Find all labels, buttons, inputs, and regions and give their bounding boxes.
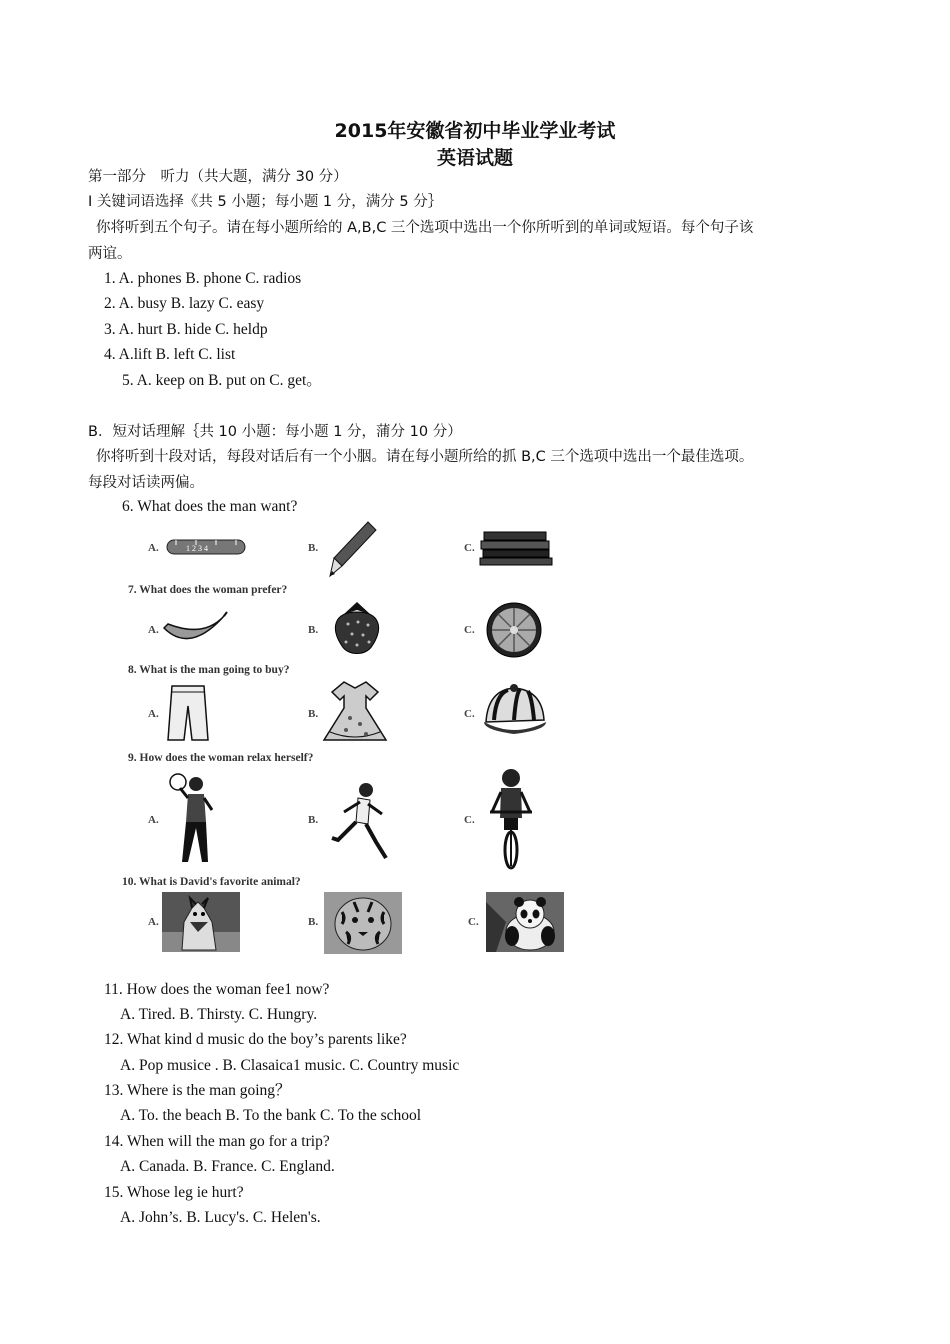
question-13: 13. Where is the man going？: [104, 1082, 291, 1099]
question-10-label: 10. What is David's favorite animal?: [122, 876, 301, 888]
question-12-options: A. Pop musice . B. Clasaica1 music. C. Country music: [120, 1057, 460, 1074]
option-c-label: C.: [464, 624, 475, 636]
picture-question-8: [120, 662, 580, 746]
hat-icon: [480, 682, 550, 740]
question-11-options: A. Tired. B. Thirsty. C. Hungry.: [120, 1006, 318, 1023]
orange-icon: [484, 600, 544, 660]
question-14: 14. When will the man go for a trip?: [104, 1133, 330, 1150]
sectionB-heading: B．短对话理解｛共 10 小题：每小题 1 分，蒲分 10 分）: [88, 424, 462, 440]
sectionA-instruction: 你将听到五个句子。请在每小题所给的 A,B,C 三个选项中选出一个你所听到的单词或短语。每个句子该: [96, 220, 754, 236]
option-c-label: C.: [464, 708, 475, 720]
question-1: 1. A. phones B. phone C. radios: [104, 270, 302, 287]
option-a-label: A.: [148, 916, 159, 928]
ruler-icon: [166, 536, 248, 558]
question-15-options: A. John’s. B. Lucy's. C. Helen's.: [120, 1209, 321, 1226]
runner-icon: [326, 780, 396, 864]
picture-question-10: [120, 874, 580, 958]
question-4: 4. A.lift B. left C. list: [104, 346, 236, 363]
picture-question-9: [120, 750, 580, 872]
dress-icon: [320, 680, 390, 744]
tiger-photo-icon: [324, 892, 402, 954]
option-c-label: C.: [464, 542, 475, 554]
exam-subtitle: 英语试题: [436, 147, 513, 169]
question-8-label: 8. What is the man going to buy?: [128, 664, 290, 676]
exam-title: 2015年安徽省初中毕业学业考试: [334, 120, 616, 142]
option-c-label: C.: [464, 814, 475, 826]
option-a-label: A.: [148, 624, 159, 636]
question-9-label: 9. How does the woman relax herself?: [128, 752, 314, 764]
picture-question-6: [120, 520, 580, 580]
part1-heading: 第一部分 听力（共大题，满分 30 分）: [88, 169, 348, 185]
trousers-icon: [166, 684, 210, 742]
option-a-label: A.: [148, 814, 159, 826]
svg-text:1 2 3 4: 1 2 3 4: [186, 544, 208, 553]
question-15: 15. Whose leg ie hurt?: [104, 1184, 244, 1201]
question-3: 3. A. hurt B. hide C. heldp: [104, 321, 268, 338]
option-a-label: A.: [148, 708, 159, 720]
option-a-label: A.: [148, 542, 159, 554]
question-7-label: 7. What does the woman prefer?: [128, 584, 288, 596]
volleyball-player-icon: [166, 770, 226, 870]
option-c-label: C.: [468, 916, 479, 928]
pencil-icon: [328, 520, 378, 578]
option-b-label: B.: [308, 624, 319, 636]
question-12: 12. What kind d music do the boy’s parents like?: [104, 1031, 407, 1048]
question-11: 11. How does the woman fee1 now?: [104, 981, 330, 998]
sectionB-instruction-cont: 每段对话读两偏。: [88, 475, 204, 491]
question-2: 2. A. busy B. lazy C. easy: [104, 295, 265, 312]
question-13-options: A. To. the beach B. To the bank C. To the school: [120, 1107, 422, 1124]
option-b-label: B.: [308, 916, 319, 928]
banana-icon: [160, 610, 230, 650]
sectionA-instruction-cont: 两谊。: [88, 246, 132, 262]
option-b-label: B.: [308, 814, 319, 826]
option-b-label: B.: [308, 708, 319, 720]
picture-question-7: [120, 582, 580, 660]
sectionA-heading: I 关键词语选择《共 5 小题；每小题 1 分，满分 5 分｝: [88, 194, 443, 210]
question-6: 6. What does the man want?: [122, 498, 298, 515]
question-14-options: A. Canada. B. France. C. England.: [120, 1158, 335, 1175]
option-b-label: B.: [308, 542, 319, 554]
strawberry-icon: [328, 598, 386, 660]
dog-photo-icon: [162, 892, 240, 952]
sectionB-instruction: 你将听到十段对话，每段对话后有一个小胭。请在每小题所给的抓 B,C 三个选项中选出一个最佳选项。: [96, 449, 754, 465]
books-icon: [478, 530, 554, 566]
cyclist-icon: [486, 766, 536, 870]
panda-photo-icon: [486, 892, 564, 952]
question-5: 5. A. keep on B. put on C. get。: [122, 372, 322, 389]
